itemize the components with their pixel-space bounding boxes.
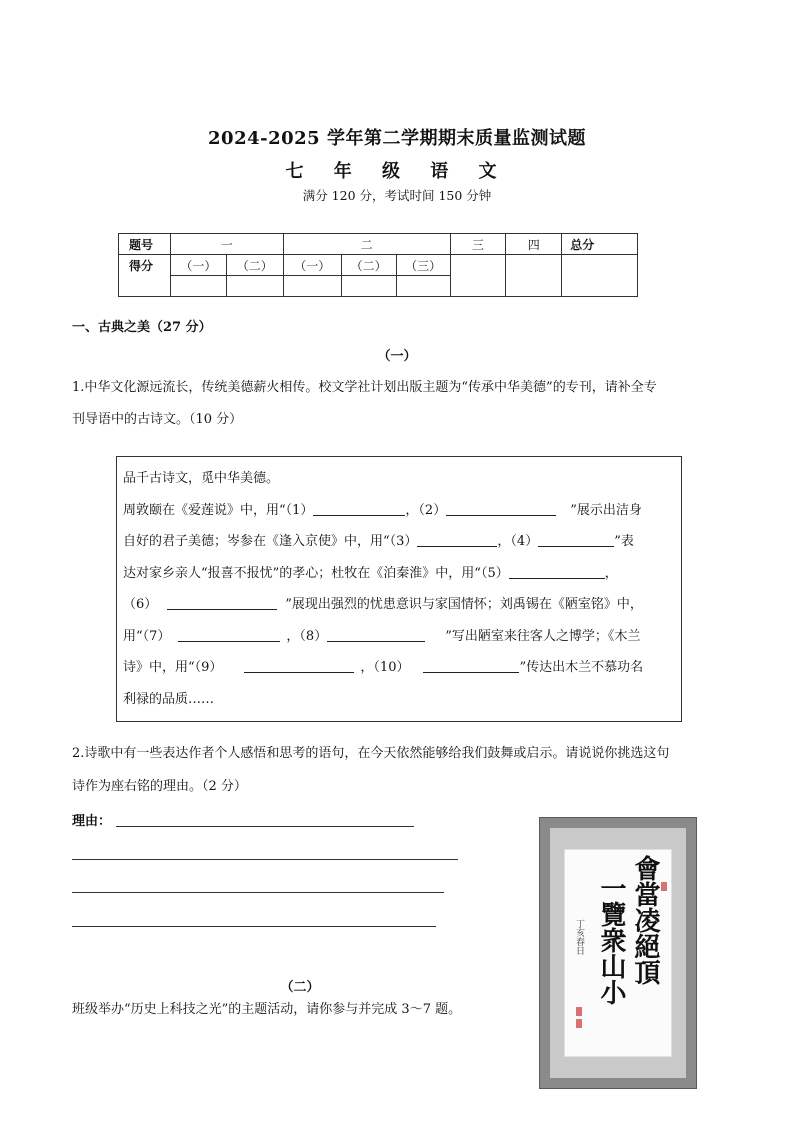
scroll-mat — [550, 828, 686, 1078]
guide-text: ”展现出强烈的忧患意识与家国情怀；刘禹锡在《陋室铭》中， — [285, 597, 643, 612]
guide-text-box — [116, 456, 682, 722]
guide-line — [123, 463, 675, 495]
answer-line[interactable] — [116, 826, 414, 827]
guide-text: 利禄的品质…… — [123, 691, 215, 707]
score-subcol: （三） — [396, 255, 450, 276]
guide-line — [123, 652, 675, 684]
score-cell-four — [506, 255, 562, 297]
guide-text: ，（4） — [497, 534, 539, 549]
guide-text: ，（10） — [360, 660, 410, 675]
score-table-col-two: 二 — [283, 234, 450, 255]
calligraphy-inscription: 丁亥春日 — [574, 919, 584, 955]
section-heading: 一、古典之美（27 分） — [72, 320, 212, 335]
guide-text: （6） — [123, 597, 158, 612]
guide-line — [123, 495, 675, 527]
exam-info: 满分 120 分，考试时间 150 分钟 — [302, 188, 492, 203]
score-cell — [283, 276, 341, 297]
blank-1[interactable] — [313, 501, 405, 516]
calligraphy-column-2: 一覽衆山小 — [596, 875, 626, 1005]
guide-text: ”表 — [614, 534, 634, 549]
part-one-heading: （一） — [377, 349, 417, 364]
score-table — [118, 233, 638, 297]
guide-line — [123, 558, 675, 590]
score-subcol: （二） — [341, 255, 396, 276]
blank-10[interactable] — [423, 658, 519, 673]
blank-9[interactable] — [244, 658, 354, 673]
guide-text: ”展示出洁身 — [570, 502, 642, 518]
score-subcol: （一） — [170, 255, 226, 276]
score-table-label: 题号 — [119, 234, 171, 255]
guide-text: 周敦颐在《爱莲说》中，用“（1） — [123, 502, 314, 518]
guide-line — [123, 684, 675, 716]
guide-text: ，（8） — [286, 628, 328, 644]
guide-line — [123, 621, 675, 653]
exam-subject: 七 年 级 语 文 — [285, 161, 509, 182]
blank-2[interactable] — [446, 501, 556, 516]
score-table-col-one: 一 — [170, 234, 283, 255]
blank-6[interactable] — [167, 595, 277, 610]
guide-text: 诗》中，用“（9） — [123, 660, 223, 675]
score-subcol: （二） — [226, 255, 283, 276]
blank-4[interactable] — [538, 532, 614, 547]
seal-stamp — [661, 882, 667, 891]
score-cell — [341, 276, 396, 297]
blank-3[interactable] — [417, 532, 497, 547]
question-2-line-2: 诗作为座右铭的理由。（2 分） — [72, 779, 247, 794]
answer-line[interactable] — [72, 859, 458, 860]
guide-line — [123, 589, 675, 621]
guide-text: ”写出陋室来往客人之博学；《木兰 — [445, 628, 641, 644]
scroll-paper — [564, 849, 672, 1057]
seal-stamp — [576, 1019, 582, 1028]
part-two-heading: （二） — [280, 980, 320, 995]
answer-line[interactable] — [72, 926, 436, 927]
seal-stamp — [576, 1007, 582, 1016]
guide-text: 自好的君子美德；岑参在《逢入京使》中，用“（3） — [123, 534, 418, 549]
guide-text: 用“（7） — [123, 628, 171, 644]
exam-title: 2024-2025 学年第二学期期末质量监测试题 — [208, 128, 586, 149]
score-table-col-four: 四 — [506, 234, 562, 255]
question-1-line-1: 1.中华文化源远流长，传统美德薪火相传。校文学社计划出版主题为“传承中华美德”的专刊，请补全专 — [72, 380, 657, 395]
blank-8[interactable] — [327, 627, 425, 642]
answer-line[interactable] — [72, 892, 444, 893]
score-cell — [226, 276, 283, 297]
guide-text: ”传达出木兰不慕功名 — [519, 660, 644, 675]
score-cell — [396, 276, 450, 297]
score-cell-three — [450, 255, 506, 297]
question-3-intro: 班级举办“历史上科技之光”的主题活动，请你参与并完成 3～7 题。 — [72, 1002, 462, 1017]
guide-line — [123, 526, 675, 558]
score-table-sub-row — [119, 255, 638, 276]
calligraphy-column-1: 會當凌絕頂 — [630, 855, 660, 985]
score-subcol: （一） — [283, 255, 341, 276]
score-row-label: 得分 — [119, 255, 171, 297]
score-table-col-three: 三 — [450, 234, 506, 255]
guide-text: ，（2） — [405, 502, 447, 518]
calligraphy-scroll-image — [540, 818, 696, 1088]
score-table-header-row — [119, 234, 638, 255]
guide-text: 品千古诗文，觅中华美德。 — [123, 471, 280, 486]
score-table-col-total: 总分 — [562, 234, 638, 255]
guide-text: ， — [604, 565, 618, 581]
blank-7[interactable] — [178, 627, 280, 642]
blank-5[interactable] — [509, 564, 605, 579]
question-1-line-2: 刊导语中的古诗文。（10 分） — [72, 412, 243, 427]
guide-text: 达对家乡亲人“报喜不报忧”的孝心；杜牧在《泊秦淮》中，用“（5） — [123, 565, 509, 581]
reason-label: 理由： — [72, 814, 112, 829]
score-cell-total — [562, 255, 638, 297]
score-cell — [170, 276, 226, 297]
question-2-line-1: 2.诗歌中有一些表达作者个人感悟和思考的语句，在今天依然能够给我们鼓舞或启示。请说说你挑选这句 — [72, 746, 670, 761]
